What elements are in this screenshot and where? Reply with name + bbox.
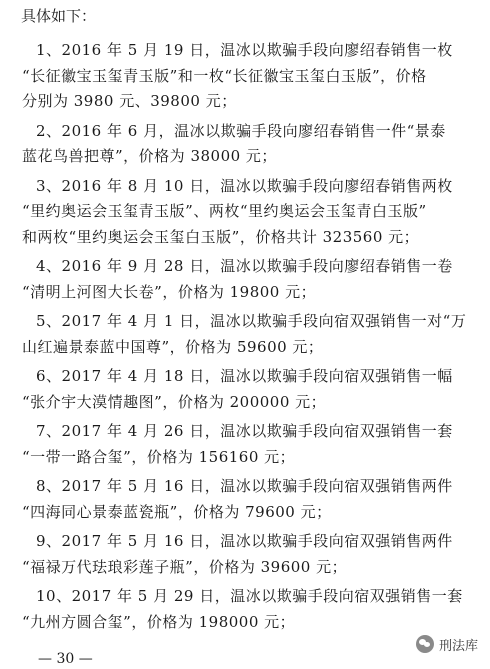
item-line: 和两枚“里约奥运会玉玺白玉版”，价格共计 323560 元；: [22, 227, 420, 246]
item-line: 6、2017 年 4 月 18 日，温冰以欺骗手段向宿双强销售一幅: [36, 367, 453, 385]
list-item: [22, 529, 472, 580]
intro-text: 具体如下：: [21, 7, 97, 25]
list-item: [22, 364, 472, 415]
item-line: “里约奥运会玉玺青玉版”、两枚“里约奥运会玉玺青白玉版”: [22, 202, 427, 220]
item-line: 10、2017 年 5 月 29 日，温冰以欺骗手段向宿双强销售一套: [36, 587, 463, 605]
item-line: 1、2016 年 5 月 19 日，温冰以欺骗手段向廖绍春销售一枚: [36, 41, 453, 59]
watermark-text: 刑法库: [438, 638, 478, 654]
item-line: 蓝花鸟兽把尊”，价格为 38000 元；: [22, 147, 277, 165]
item-line: “长征徽宝玉玺青玉版”和一枚“长征徽宝玉玺白玉版”，价格: [22, 66, 427, 85]
list-item: [22, 254, 472, 305]
list-item: [22, 309, 472, 360]
item-line: 2、2016 年 6 月，温冰以欺骗手段向廖绍春销售一件“景泰: [36, 121, 446, 140]
item-line: “清明上河图大长卷”，价格为 19800 元；: [22, 282, 317, 301]
list-item: [22, 584, 472, 635]
item-line: “张介宇大漠情趣图”，价格为 200000 元；: [22, 392, 327, 411]
item-line: 7、2017 年 4 月 26 日，温冰以欺骗手段向宿双强销售一套: [36, 422, 453, 440]
list-item: [22, 119, 472, 170]
item-line: 8、2017 年 5 月 16 日，温冰以欺骗手段向宿双强销售两件: [36, 477, 453, 495]
watermark: [416, 633, 478, 655]
item-line: 4、2016 年 9 月 28 日，温冰以欺骗手段向廖绍春销售一卷: [36, 257, 453, 275]
item-line: 9、2017 年 5 月 16 日，温冰以欺骗手段向宿双强销售两件: [36, 532, 453, 550]
item-line: 3、2016 年 8 月 10 日，温冰以欺骗手段向廖绍春销售两枚: [36, 176, 453, 195]
list-item: [22, 474, 472, 525]
item-line: “九州方圆合玺”，价格为 198000 元；: [22, 612, 296, 631]
item-line: “一带一路合玺”，价格为 156160 元；: [22, 447, 296, 466]
wechat-icon: [416, 635, 434, 653]
item-line: 山红遍景泰蓝中国尊”，价格为 59600 元；: [22, 337, 324, 356]
list-item: [22, 419, 472, 470]
item-line: “福禄万代珐琅彩莲子瓶”，价格为 39600 元；: [22, 557, 348, 576]
item-line: “四海同心景泰蓝瓷瓶”，价格为 79600 元；: [22, 502, 332, 521]
item-list: [22, 38, 472, 639]
list-item: [22, 174, 472, 251]
item-line: 分别为 3980 元、39800 元；: [22, 92, 237, 110]
page-number: — 30 —: [38, 651, 93, 667]
list-item: [22, 38, 472, 115]
item-line: 5、2017 年 4 月 1 日，温冰以欺骗手段向宿双强销售一对“万: [36, 312, 467, 330]
